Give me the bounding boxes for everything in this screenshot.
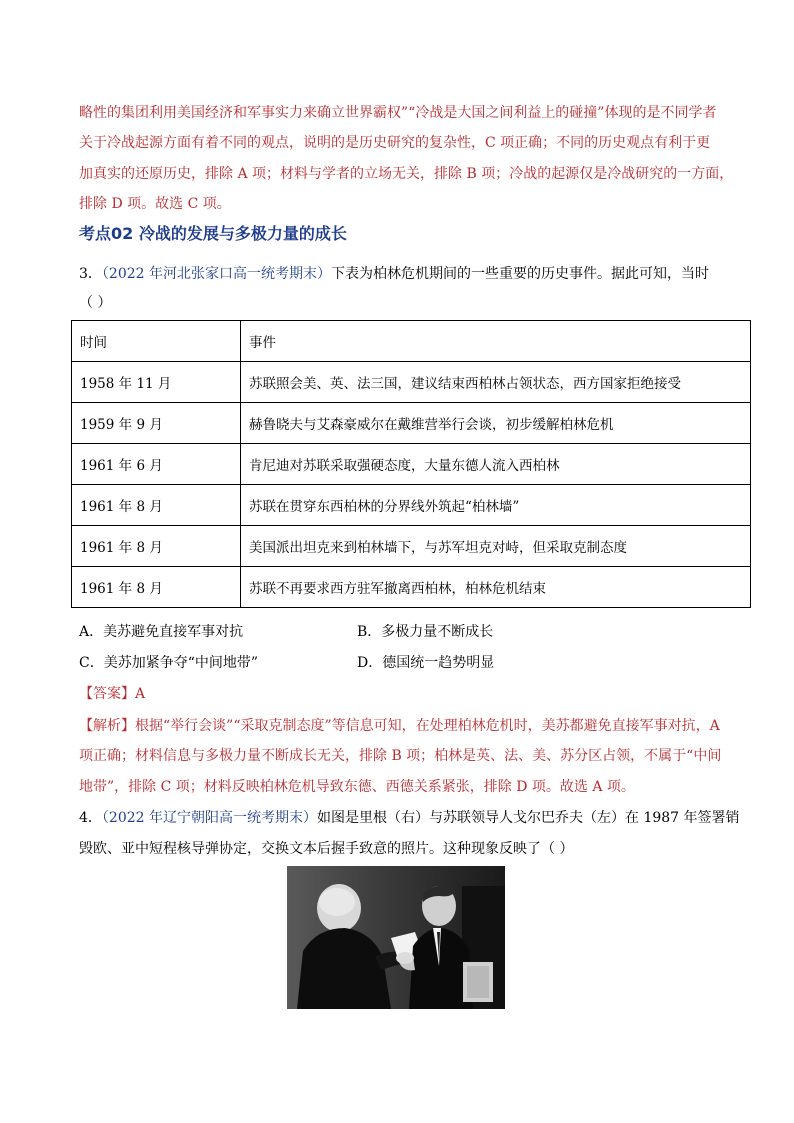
historical-photo — [287, 866, 505, 1009]
question-stem-text: 如图是里根（右）与苏联领导人戈尔巴乔夫（左）在 1987 年签署销 — [317, 810, 740, 826]
answer-label: 【答案】 — [79, 686, 135, 702]
option-c: C．美苏加紧争夺“中间地带” — [79, 655, 259, 671]
analysis-label: 【解析】 — [79, 718, 135, 734]
cell-event: 苏联照会美、英、法三国，建议结束西柏林占领状态，西方国家拒绝接受 — [241, 362, 751, 403]
question-number: 4． — [79, 810, 102, 826]
table-header-row — [72, 321, 751, 362]
option-d: D．德国统一趋势明显 — [357, 655, 495, 671]
cell-time: 1961 年 8 月 — [72, 485, 241, 526]
question-4-stem-line-2: 毁欧、亚中短程核导弹协定，交换文本后握手致意的照片。这种现象反映了（ ） — [79, 841, 574, 857]
events-table — [71, 320, 751, 608]
cell-time: 1961 年 8 月 — [72, 526, 241, 567]
question-3-blank: （ ） — [79, 295, 112, 311]
cell-event: 苏联不再要求西方驻军撤离西柏林，柏林危机结束 — [241, 567, 751, 608]
table-row — [72, 362, 751, 403]
prev-explanation-line-4: 排除 D 项。故选 C 项。 — [79, 196, 231, 212]
cell-event: 美国派出坦克来到柏林墙下，与苏军坦克对峙，但采取克制态度 — [241, 526, 751, 567]
option-b: B．多极力量不断成长 — [357, 624, 494, 640]
analysis-line-3: 地带”，排除 C 项；材料反映柏林危机导致东德、西德关系紧张，排除 D 项。故选 A 项。 — [79, 779, 635, 795]
table-row — [72, 485, 751, 526]
answer-line — [79, 684, 145, 704]
header-event: 事件 — [241, 321, 751, 362]
prev-explanation-line-3: 加真实的还原历史，排除 A 项；材料与学者的立场无关，排除 B 项；冷战的起源仅是冷战研究的一方面， — [79, 166, 734, 182]
question-stem-text: 下表为柏林危机期间的一些重要的历史事件。据此可知，当时 — [331, 266, 710, 282]
analysis-line-2: 项正确；材料信息与多极力量不断成长无关，排除 B 项；柏林是英、法、美、苏分区占领，不属于“中间 — [79, 748, 722, 764]
section-heading: 考点02 冷战的发展与多极力量的成长 — [79, 224, 347, 243]
photo-illustration — [287, 866, 505, 1009]
header-time: 时间 — [72, 321, 241, 362]
prev-explanation-line-2: 关于冷战起源方面有着不同的观点，说明的是历史研究的复杂性，C 项正确；不同的历史观点有利于更 — [79, 135, 711, 151]
cell-time: 1959 年 9 月 — [72, 403, 241, 444]
analysis-text: 根据“举行会谈”“采取克制态度”等信息可知，在处理柏林危机时，美苏都避免直接军事对抗，A — [135, 718, 720, 734]
cell-event: 肯尼迪对苏联采取强硬态度，大量东德人流入西柏林 — [241, 444, 751, 485]
table-row — [72, 526, 751, 567]
table-row — [72, 403, 751, 444]
question-number: 3． — [79, 266, 102, 282]
option-a: A．美苏避免直接军事对抗 — [79, 624, 244, 640]
prev-explanation-line-1: 略性的集团利用美国经济和军事实力来确立世界霸权”“冷战是大国之间利益上的碰撞”体现的是不同学者 — [79, 105, 717, 121]
cell-event: 苏联在贯穿东西柏林的分界线外筑起“柏林墙” — [241, 485, 751, 526]
table-row — [72, 444, 751, 485]
table-row — [72, 567, 751, 608]
cell-event: 赫鲁晓夫与艾森豪威尔在戴维营举行会谈，初步缓解柏林危机 — [241, 403, 751, 444]
cell-time: 1961 年 8 月 — [72, 567, 241, 608]
answer-value: A — [135, 686, 146, 702]
question-3-stem — [79, 264, 709, 284]
cell-time: 1961 年 6 月 — [72, 444, 241, 485]
analysis-line-1 — [79, 716, 720, 736]
cell-time: 1958 年 11 月 — [72, 362, 241, 403]
question-4-stem — [79, 808, 740, 828]
question-source: （2022 年辽宁朝阳高一统考期末） — [101, 810, 318, 826]
question-source: （2022 年河北张家口高一统考期末） — [101, 266, 332, 282]
